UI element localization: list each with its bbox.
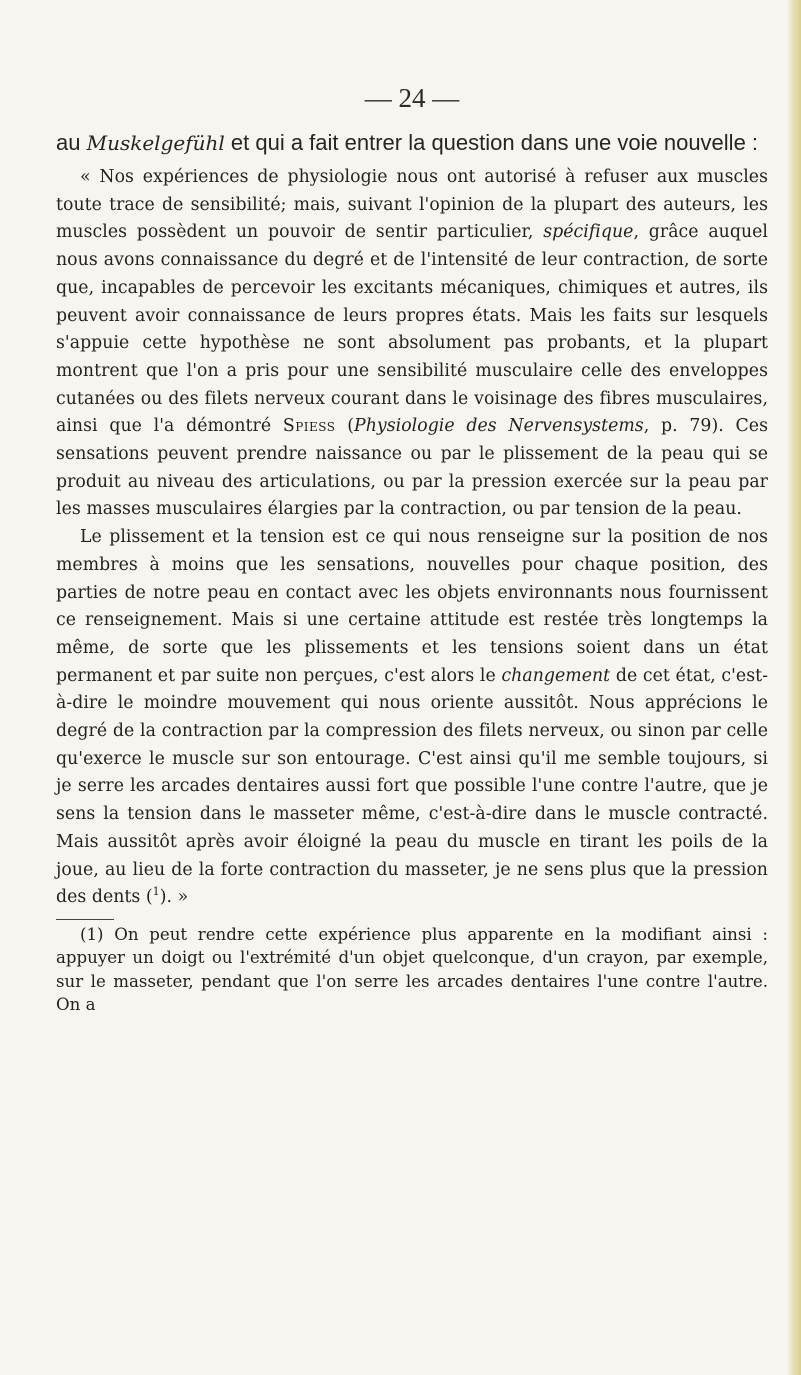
quote-p2-italic: changement — [501, 665, 611, 686]
lead-paragraph — [56, 128, 768, 158]
quotation-block — [56, 164, 768, 912]
quote-p2-text-a: Le plissement et la tension est ce qui nous renseigne sur la position de nos membres à moins que les sensations, nouvelles pour chaque position, des parties de notre peau en contact avec les objets environnants nous fournissent ce renseignement. Mais si une certaine attitude est restée très longtemps la même, de sorte que les plissements et les tensions soient dans un état permanent et par suite non perçues, c'est alors le — [56, 527, 768, 686]
quote-paragraph-2 — [56, 524, 768, 912]
quote-p1-italic: spécifique — [543, 222, 634, 243]
quote-author-name: Spiess — [282, 416, 336, 437]
page-edge-shadow — [787, 0, 801, 1375]
footnote-divider — [56, 919, 114, 920]
lead-pre: au — [56, 130, 87, 155]
quote-p1-text-a: « Nos expériences de physiologie nous ont autorisé à refuser aux muscles toute trace de sensibilité; mais, suivant l'opinion de la plupart des auteurs, les muscles possèdent un pouvoir de sentir particulier, — [56, 167, 768, 243]
quote-p1-text-d: , p. 79). Ces sensations peuvent prendre naissance ou par le plissement de la peau qui se produit au niveau des articulations, ou par la pression exercée sur la peau par les masses musculaires élargies par la contraction, ou par tension de la peau. — [56, 416, 768, 520]
quote-paragraph-1 — [56, 164, 768, 524]
lead-italic-term: Muskelgefühl — [86, 131, 225, 155]
footnote-mark: (1) — [80, 924, 104, 944]
book-page — [56, 82, 768, 1017]
footnote — [56, 923, 768, 1017]
quote-p1-text-c: ( — [335, 416, 355, 437]
quote-cited-work: Physiologie des Nervensystems — [354, 416, 644, 437]
quote-p1-text-b: , grâce auquel nous avons connaissance du degré et de l'intensité de leur contraction, de sorte que, incapables de percevoir les excitants mécaniques, chimiques et autres, ils peuvent avoir connaissance de leurs propres états. Mais les faits sur lesquels s'appuie cette hypothèse ne sont absolument pas probants, et la plupart montrent que l'on a pris pour une sensibilité musculaire celle des enveloppes cutanées ou des filets nerveux courant dans le voisinage des fibres musculaires, ainsi que l'a démontré — [56, 222, 768, 437]
quote-p2-text-b: de cet état, c'est-à-dire le moindre mouvement qui nous oriente aussitôt. Nous apprécions le degré de la contraction par la compression des filets nerveux, ou sinon par celle qu'exerce le muscle sur son entourage. C'est ainsi qu'il me semble toujours, si je serre les arcades dentaires aussi fort que possible l'une contre l'autre, que je sens la tension dans le masseter même, c'est-à-dire dans le muscle contracté. Mais aussitôt après avoir éloigné la peau du muscle en tirant les poils de la joue, au lieu de la forte contraction du masseter, je ne sens plus que la pression des dents ( — [56, 665, 768, 908]
lead-post: et qui a fait entrer la question dans une voie nouvelle : — [224, 130, 759, 155]
footnote-text: On peut rendre cette expérience plus apparente en la modifiant ainsi : appuyer un doigt ou l'extrémité d'un objet quelconque, d'un crayon, par exemple, sur le masseter, pendant que l'on serre les arcades dentaires l'une contre l'autre. On a — [56, 924, 768, 1015]
footnote-reference: 1 — [152, 885, 160, 899]
page-number: — 24 — — [364, 83, 460, 113]
quote-p2-text-c: ). » — [159, 887, 189, 908]
